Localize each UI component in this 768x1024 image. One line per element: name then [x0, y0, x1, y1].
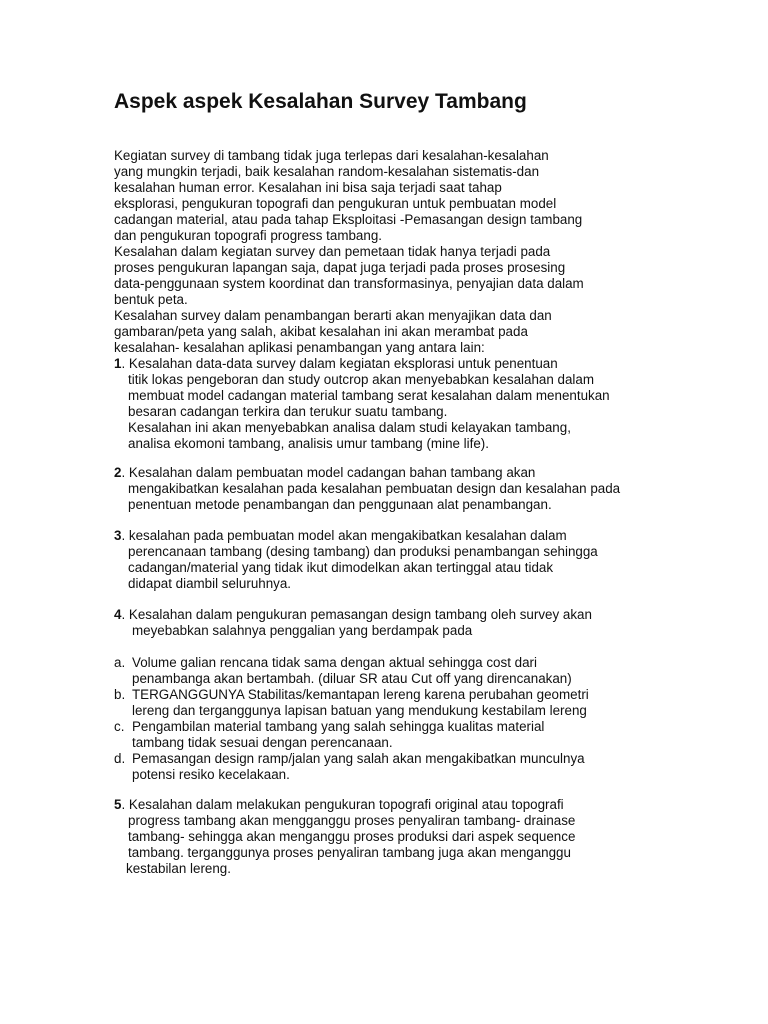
list-item-5: [114, 797, 674, 877]
sub-list-label: b.: [114, 687, 126, 702]
list-number: 5: [114, 797, 122, 812]
list-number: 2: [114, 465, 122, 480]
list-item-text: . Kesalahan dalam melakukan pengukuran topografi original atau topografi: [121, 797, 564, 812]
sub-list-line: lereng dan terganggunya lapisan batuan yang mendukung kestabilam lereng: [132, 703, 587, 718]
list-item-first-line: [114, 607, 674, 623]
list-item-line: mengakibatkan kesalahan pada kesalahan pembuatan design dan kesalahan pada: [128, 481, 621, 496]
intro-line: eksplorasi, pengukuran topografi dan pengukuran untuk pembuatan model: [114, 196, 557, 211]
list-item-first-line: [114, 797, 674, 813]
sub-list-label: c.: [114, 719, 125, 734]
list-item-line: meyebabkan salahnya penggalian yang berdampak pada: [132, 623, 473, 638]
list-item-line: cadangan/material yang tidak ikut dimodelkan akan tertinggal atau tidak: [128, 560, 554, 575]
list-item-line: tambang. terganggunya proses penyaliran tambang juga akan menganggu: [128, 845, 571, 860]
sub-list-text: TERGANGGUNYA Stabilitas/kemantapan lereng karena perubahan geometri: [132, 687, 589, 702]
list-item-line: Kesalahan ini akan menyebabkan analisa dalam studi kelayakan tambang,: [128, 420, 571, 435]
intro-line: kesalahan human error. Kesalahan ini bisa saja terjadi saat tahap: [114, 180, 502, 195]
intro-line: data-penggunaan system koordinat dan transformasinya, penyajian data dalam: [114, 276, 584, 291]
intro-line: proses pengukuran lapangan saja, dapat juga terjadi pada proses prosesing: [114, 260, 566, 275]
list-item-text: . Kesalahan data-data survey dalam kegiatan eksplorasi untuk penentuan: [121, 356, 558, 371]
intro-line: gambaran/peta yang salah, akibat kesalahan ini akan merambat pada: [114, 324, 528, 339]
list-item-line: membuat model cadangan material tambang serat kesalahan dalam menentukan: [128, 388, 610, 403]
intro-line: Kegiatan survey di tambang tidak juga terlepas dari kesalahan-kesalahan: [114, 148, 549, 163]
document-title: Aspek aspek Kesalahan Survey Tambang: [114, 90, 527, 113]
list-item-text: . kesalahan pada pembuatan model akan mengakibatkan kesalahan dalam: [121, 528, 567, 543]
list-item-line: tambang- sehingga akan menganggu proses produksi dari aspek sequence: [128, 829, 576, 844]
sub-list: [114, 655, 674, 783]
list-number: 3: [114, 528, 122, 543]
sub-list-line: tambang tidak sesuai dengan perencanaan.: [132, 735, 393, 750]
sub-list-text: Pemasangan design ramp/jalan yang salah akan mengakibatkan munculnya: [132, 751, 585, 766]
list-item-first-line: [114, 528, 674, 544]
list-item-line: penentuan metode penambangan dan penggunaan alat penambangan.: [128, 497, 552, 512]
sub-list-text: Pengambilan material tambang yang salah sehingga kualitas material: [132, 719, 545, 734]
list-item-4: [114, 607, 674, 639]
intro-line: dan pengukuran topografi progress tambang.: [114, 228, 382, 243]
list-item-first-line: [114, 465, 674, 481]
list-item-line: besaran cadangan terkira dan terukur suatu tambang.: [128, 404, 448, 419]
list-item-line: perencanaan tambang (desing tambang) dan produksi penambangan sehingga: [128, 544, 598, 559]
list-item-line: didapat diambil seluruhnya.: [128, 576, 292, 591]
intro-line: yang mungkin terjadi, baik kesalahan random-kesalahan sistematis-dan: [114, 164, 540, 179]
list-item-2: [114, 465, 674, 513]
list-item-line: titik lokas pengeboran dan study outcrop akan menyebabkan kesalahan dalam: [128, 372, 595, 387]
sub-list-line: penambanga akan bertambah. (diluar SR atau Cut off yang direncanakan): [132, 671, 572, 686]
sub-list-label: a.: [114, 655, 126, 670]
intro-line: Kesalahan dalam kegiatan survey dan pemetaan tidak hanya terjadi pada: [114, 244, 551, 259]
sub-list-item-a: [114, 655, 674, 671]
intro-line: cadangan material, atau pada tahap Eksploitasi -Pemasangan design tambang: [114, 212, 583, 227]
list-item-text: . Kesalahan dalam pembuatan model cadangan bahan tambang akan: [121, 465, 536, 480]
sub-list-item-d: [114, 751, 674, 767]
list-item-line: analisa ekomoni tambang, analisis umur tambang (mine life).: [128, 436, 489, 451]
intro-line: kesalahan- kesalahan aplikasi penambangan yang antara lain:: [114, 340, 485, 355]
sub-list-item-c: [114, 719, 674, 735]
list-number: 4: [114, 607, 122, 622]
sub-list-label: d.: [114, 751, 126, 766]
list-number: 1: [114, 356, 122, 371]
sub-list-item-b: [114, 687, 674, 703]
list-item-3: [114, 528, 674, 592]
list-item-text: . Kesalahan dalam pengukuran pemasangan design tambang oleh survey akan: [121, 607, 592, 622]
list-item-line: kestabilan lereng.: [126, 861, 231, 876]
list-item-first-line: [114, 356, 674, 372]
intro-paragraph: [114, 148, 674, 356]
sub-list-text: Volume galian rencana tidak sama dengan aktual sehingga cost dari: [132, 655, 537, 670]
intro-line: Kesalahan survey dalam penambangan berarti akan menyajikan data dan: [114, 308, 552, 323]
list-item-line: progress tambang akan mengganggu proses penyaliran tambang- drainase: [128, 813, 576, 828]
list-item-1: [114, 356, 674, 452]
sub-list-line: potensi resiko kecelakaan.: [132, 767, 290, 782]
intro-line: bentuk peta.: [114, 292, 188, 307]
